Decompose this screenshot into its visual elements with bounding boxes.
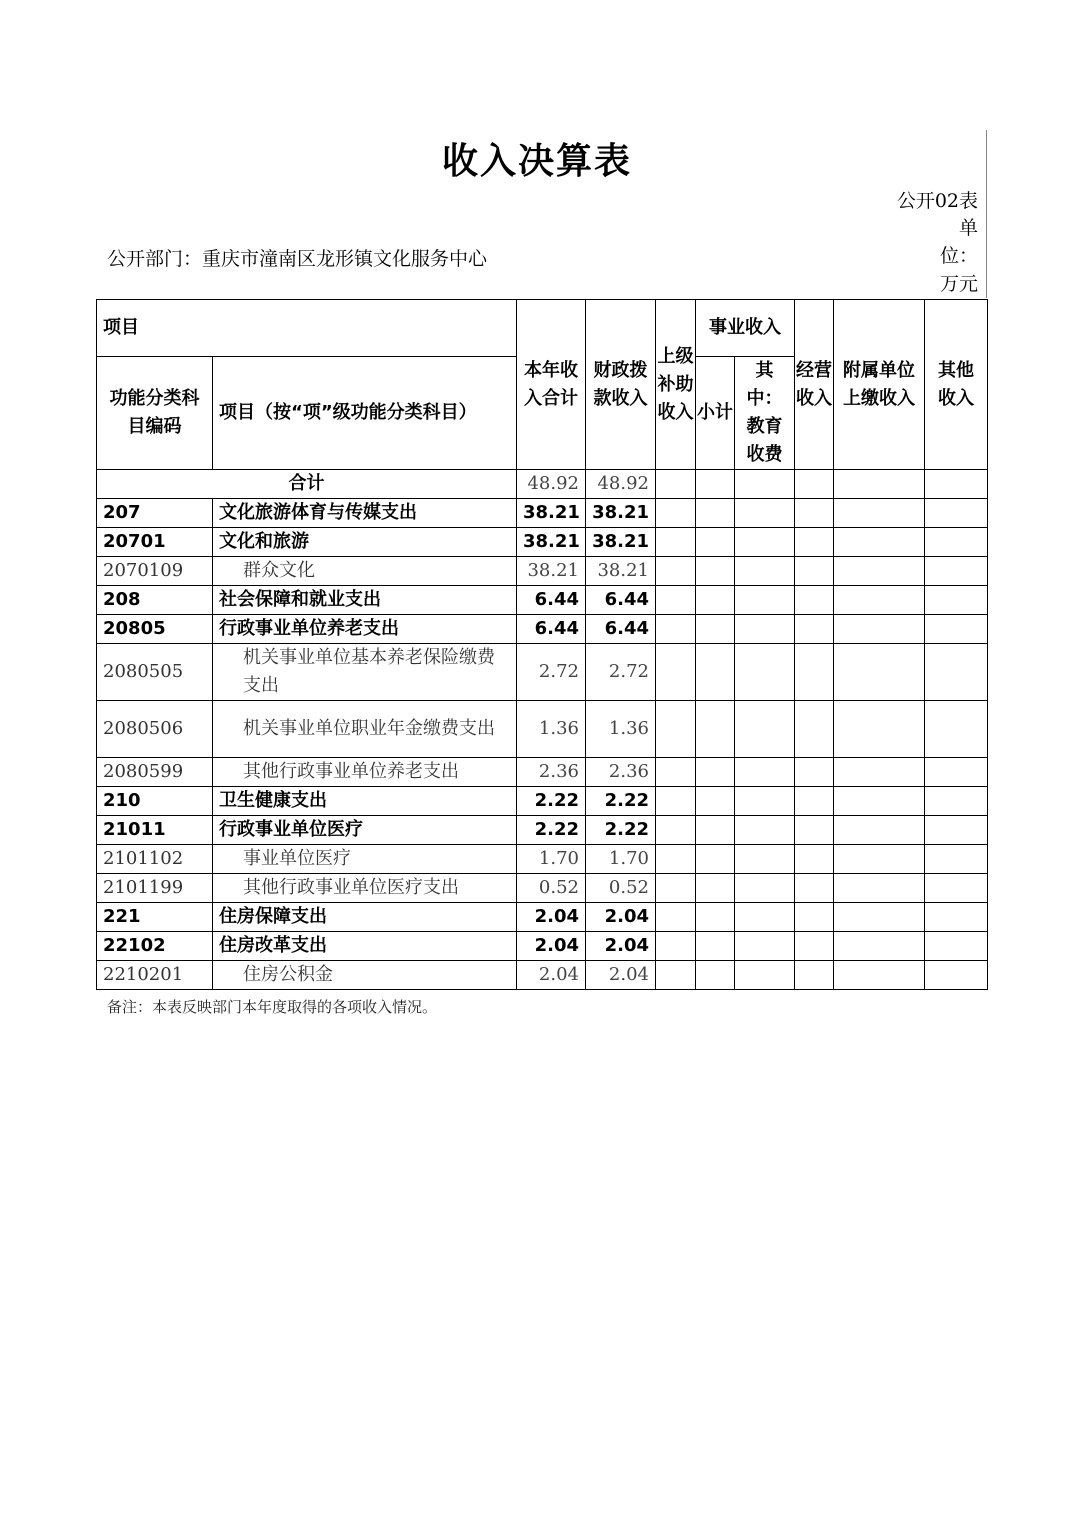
- empty-cell: [925, 586, 988, 615]
- empty-cell: [925, 758, 988, 787]
- empty-cell: [735, 758, 795, 787]
- empty-cell: [656, 758, 696, 787]
- department-label: 公开部门：重庆市潼南区龙形镇文化服务中心: [107, 248, 488, 270]
- empty-cell: [735, 874, 795, 903]
- row-item-name: 行政事业单位养老支出: [213, 615, 517, 644]
- empty-cell: [656, 903, 696, 932]
- table-body: [97, 499, 988, 990]
- row-fiscal-income: 2.04: [586, 903, 656, 932]
- row-item-name: 其他行政事业单位养老支出: [213, 758, 517, 787]
- row-code: 2101199: [97, 874, 213, 903]
- row-fiscal-income: 38.21: [586, 499, 656, 528]
- table-row: [97, 845, 988, 874]
- empty-cell: [795, 787, 834, 816]
- row-item-name: 文化和旅游: [213, 528, 517, 557]
- table-row: [97, 758, 988, 787]
- row-code: 2070109: [97, 557, 213, 586]
- empty-cell: [696, 644, 735, 701]
- row-fiscal-income: 1.70: [586, 845, 656, 874]
- row-total-income: 2.04: [517, 932, 586, 961]
- empty-cell: [795, 557, 834, 586]
- total-label: 合计: [97, 470, 517, 499]
- header-fiscal-appropriation: 财政拨款收入: [586, 300, 656, 470]
- empty-cell: [696, 932, 735, 961]
- table-row: [97, 874, 988, 903]
- empty-cell: [795, 615, 834, 644]
- table-row: [97, 903, 988, 932]
- row-item-name: 事业单位医疗: [213, 845, 517, 874]
- empty-cell: [925, 816, 988, 845]
- empty-cell: [795, 758, 834, 787]
- empty-cell: [735, 961, 795, 990]
- row-fiscal-income: 6.44: [586, 615, 656, 644]
- empty-cell: [834, 874, 925, 903]
- row-fiscal-income: 38.21: [586, 557, 656, 586]
- empty-cell: [834, 499, 925, 528]
- empty-cell: [735, 816, 795, 845]
- row-fiscal-income: 1.36: [586, 701, 656, 758]
- empty-cell: [834, 903, 925, 932]
- row-total-income: 38.21: [517, 499, 586, 528]
- row-total-income: 2.04: [517, 903, 586, 932]
- empty-cell: [735, 557, 795, 586]
- row-total-income: 0.52: [517, 874, 586, 903]
- header-function-code: 功能分类科目编码: [97, 357, 213, 470]
- empty-cell: [834, 644, 925, 701]
- empty-cell: [735, 932, 795, 961]
- table-row: [97, 961, 988, 990]
- table-row: [97, 528, 988, 557]
- header-total-income: 本年收入合计: [517, 300, 586, 470]
- empty-cell: [656, 557, 696, 586]
- empty-cell: [696, 557, 735, 586]
- table-note: 备注：本表反映部门本年度取得的各项收入情况。: [107, 998, 438, 1016]
- table-row: [97, 644, 988, 701]
- header-other-income: 其他收入: [925, 300, 988, 470]
- empty-cell: [735, 528, 795, 557]
- empty-cell: [834, 586, 925, 615]
- row-code: 2080505: [97, 644, 213, 701]
- empty-cell: [696, 903, 735, 932]
- empty-cell: [834, 557, 925, 586]
- empty-cell: [696, 961, 735, 990]
- row-fiscal-income: 2.72: [586, 644, 656, 701]
- header-business-subtotal: 小计: [696, 357, 735, 470]
- empty-cell: [795, 528, 834, 557]
- table-row: [97, 615, 988, 644]
- empty-cell: [795, 816, 834, 845]
- total-fiscal-value: 48.92: [586, 470, 656, 499]
- table-row: [97, 932, 988, 961]
- row-total-income: 6.44: [517, 615, 586, 644]
- empty-cell: [925, 499, 988, 528]
- row-total-income: 1.36: [517, 701, 586, 758]
- empty-cell: [735, 903, 795, 932]
- empty-cell: [925, 932, 988, 961]
- table-row: [97, 557, 988, 586]
- empty-cell: [696, 845, 735, 874]
- row-fiscal-income: 0.52: [586, 874, 656, 903]
- table-row: [97, 499, 988, 528]
- empty-cell: [925, 644, 988, 701]
- row-code: 2080599: [97, 758, 213, 787]
- row-code: 2210201: [97, 961, 213, 990]
- empty-cell: [735, 644, 795, 701]
- empty-cell: [834, 932, 925, 961]
- row-code: 221: [97, 903, 213, 932]
- empty-cell: [656, 586, 696, 615]
- empty-cell: [925, 845, 988, 874]
- empty-cell: [834, 816, 925, 845]
- empty-cell: [834, 528, 925, 557]
- row-item-name: 机关事业单位基本养老保险缴费支出: [213, 644, 517, 701]
- page-title: 收入决算表: [441, 141, 632, 182]
- row-code: 22102: [97, 932, 213, 961]
- empty-cell: [795, 644, 834, 701]
- empty-cell: [656, 615, 696, 644]
- empty-cell: [795, 499, 834, 528]
- empty-cell: [735, 586, 795, 615]
- row-total-income: 2.36: [517, 758, 586, 787]
- row-total-income: 38.21: [517, 528, 586, 557]
- table-row: [97, 701, 988, 758]
- empty-cell: [834, 961, 925, 990]
- row-total-income: 1.70: [517, 845, 586, 874]
- income-table: [96, 299, 988, 990]
- empty-cell: [656, 787, 696, 816]
- empty-cell: [834, 787, 925, 816]
- row-code: 210: [97, 787, 213, 816]
- row-code: 207: [97, 499, 213, 528]
- empty-cell: [735, 499, 795, 528]
- row-fiscal-income: 2.04: [586, 961, 656, 990]
- row-item-name: 机关事业单位职业年金缴费支出: [213, 701, 517, 758]
- empty-cell: [696, 701, 735, 758]
- empty-cell: [795, 903, 834, 932]
- row-item-name: 住房保障支出: [213, 903, 517, 932]
- header-business-income: 事业收入: [696, 300, 795, 357]
- row-fiscal-income: 2.22: [586, 787, 656, 816]
- row-item-name: 住房改革支出: [213, 932, 517, 961]
- row-item-name: 其他行政事业单位医疗支出: [213, 874, 517, 903]
- row-total-income: 2.72: [517, 644, 586, 701]
- row-code: 2101102: [97, 845, 213, 874]
- row-code: 208: [97, 586, 213, 615]
- table-row: [97, 816, 988, 845]
- empty-cell: [925, 615, 988, 644]
- empty-cell: [696, 787, 735, 816]
- unit-label: 单位：万元: [939, 217, 978, 295]
- header-operating-income: 经营收入: [795, 300, 834, 470]
- empty-cell: [656, 701, 696, 758]
- row-fiscal-income: 2.22: [586, 816, 656, 845]
- row-item-name: 群众文化: [213, 557, 517, 586]
- empty-cell: [696, 615, 735, 644]
- empty-cell: [735, 615, 795, 644]
- empty-cell: [656, 961, 696, 990]
- empty-cell: [834, 701, 925, 758]
- empty-cell: [696, 528, 735, 557]
- row-fiscal-income: 2.04: [586, 932, 656, 961]
- empty-cell: [795, 586, 834, 615]
- empty-cell: [735, 787, 795, 816]
- empty-cell: [735, 845, 795, 874]
- row-item-name: 文化旅游体育与传媒支出: [213, 499, 517, 528]
- empty-cell: [656, 932, 696, 961]
- table-row: [97, 586, 988, 615]
- row-total-income: 6.44: [517, 586, 586, 615]
- empty-cell: [925, 701, 988, 758]
- empty-cell: [925, 903, 988, 932]
- row-code: 20701: [97, 528, 213, 557]
- row-item-name: 卫生健康支出: [213, 787, 517, 816]
- total-income-value: 48.92: [517, 470, 586, 499]
- empty-cell: [656, 845, 696, 874]
- header-affiliated-income: 附属单位上缴收入: [834, 300, 925, 470]
- header-project: 项目: [97, 300, 517, 357]
- empty-cell: [696, 874, 735, 903]
- row-code: 21011: [97, 816, 213, 845]
- empty-cell: [696, 816, 735, 845]
- empty-cell: [656, 499, 696, 528]
- row-code: 2080506: [97, 701, 213, 758]
- row-fiscal-income: 6.44: [586, 586, 656, 615]
- row-total-income: 38.21: [517, 557, 586, 586]
- header-education-fee: 其中：教育收费: [735, 357, 795, 470]
- empty-cell: [656, 644, 696, 701]
- empty-cell: [795, 701, 834, 758]
- empty-cell: [656, 816, 696, 845]
- row-code: 20805: [97, 615, 213, 644]
- row-item-name: 行政事业单位医疗: [213, 816, 517, 845]
- empty-cell: [925, 787, 988, 816]
- row-total-income: 2.22: [517, 816, 586, 845]
- total-row: [97, 470, 988, 499]
- row-total-income: 2.22: [517, 787, 586, 816]
- row-total-income: 2.04: [517, 961, 586, 990]
- empty-cell: [925, 557, 988, 586]
- empty-cell: [656, 874, 696, 903]
- row-fiscal-income: 2.36: [586, 758, 656, 787]
- empty-cell: [795, 932, 834, 961]
- empty-cell: [735, 701, 795, 758]
- header-item-name: 项目（按“项”级功能分类科目）: [213, 357, 517, 470]
- form-number: 公开02表: [896, 190, 978, 212]
- row-fiscal-income: 38.21: [586, 528, 656, 557]
- empty-cell: [696, 586, 735, 615]
- row-item-name: 社会保障和就业支出: [213, 586, 517, 615]
- empty-cell: [795, 874, 834, 903]
- row-item-name: 住房公积金: [213, 961, 517, 990]
- empty-cell: [834, 615, 925, 644]
- empty-cell: [925, 874, 988, 903]
- table-row: [97, 787, 988, 816]
- empty-cell: [925, 961, 988, 990]
- empty-cell: [656, 528, 696, 557]
- empty-cell: [696, 758, 735, 787]
- empty-cell: [834, 845, 925, 874]
- header-superior-subsidy: 上级补助收入: [656, 300, 696, 470]
- empty-cell: [696, 499, 735, 528]
- empty-cell: [834, 758, 925, 787]
- empty-cell: [795, 961, 834, 990]
- empty-cell: [925, 528, 988, 557]
- empty-cell: [795, 845, 834, 874]
